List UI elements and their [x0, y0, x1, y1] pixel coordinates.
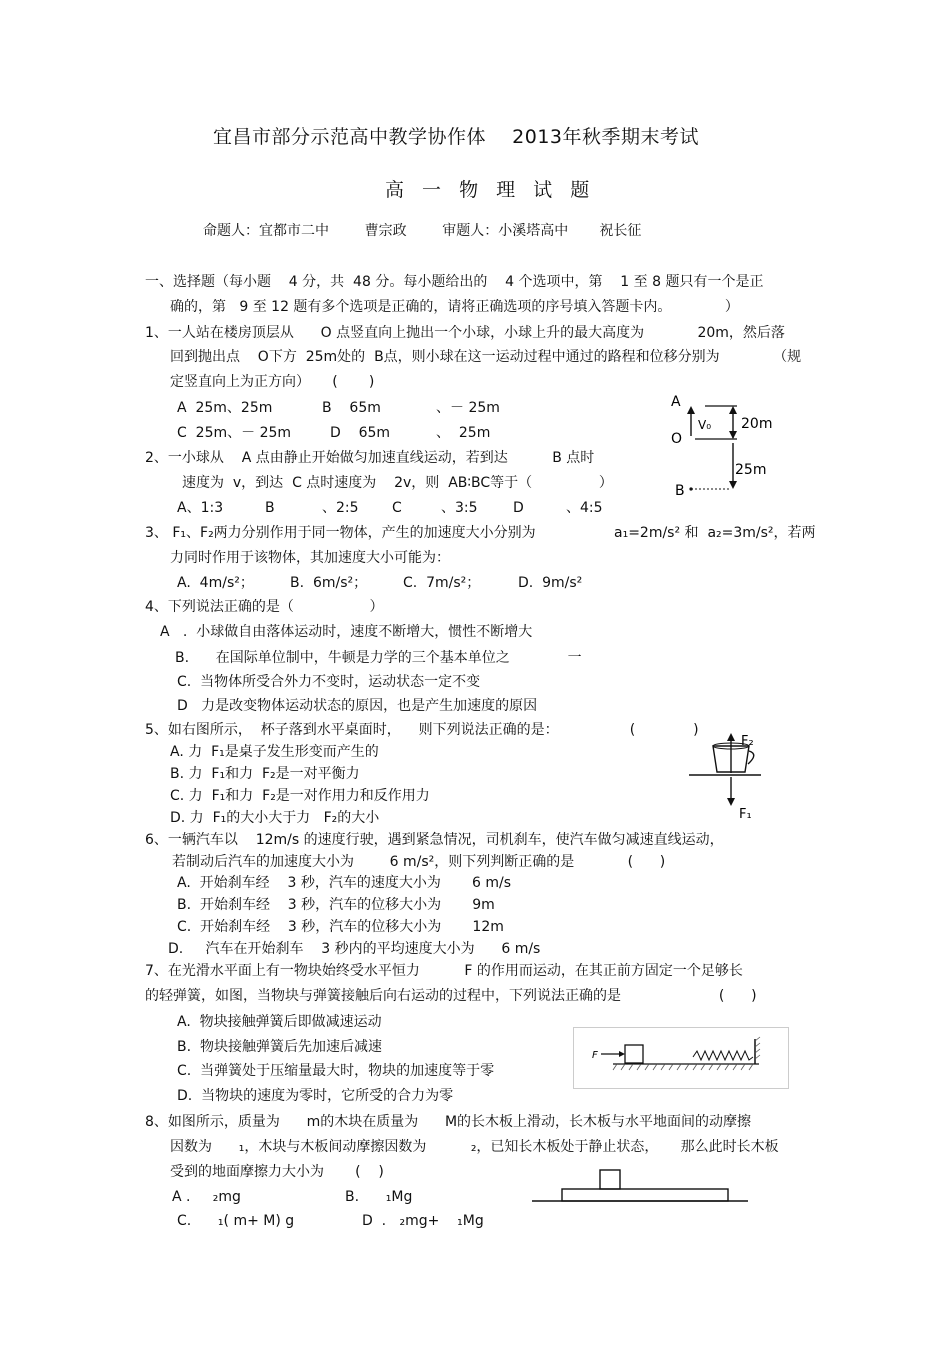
- q4-option-c: C. 当物体所受合外力不变时，运动状态一定不变: [177, 674, 481, 690]
- q1-line2: 回到抛出点 O下方 25m处的 B点，则小球在这一运动过程中通过的路程和位移分别为 （规: [170, 349, 802, 365]
- q3-line1: 3、 F₁、F₂两力分别作用于同一物体，产生的加速度大小分别为: [145, 525, 536, 541]
- q6-line2: 若制动后汽车的加速度大小为 6 m/s²，则下列判断正确的是 ( ): [172, 854, 666, 870]
- section-instructions-line2: 确的，第 9 至 12 题有多个选项是正确的，请将正确选项的序号填入答题卡内。 ）: [170, 299, 739, 315]
- q3-line1-values: a₁=2m/s² 和 a₂=3m/s²，若两: [614, 525, 816, 541]
- fig1-label-v0: V₀: [698, 418, 712, 432]
- q2-option-c: C: [392, 500, 402, 516]
- block: [625, 1045, 643, 1063]
- q8-option-c: C. ₁( m+ M) g: [177, 1213, 295, 1229]
- small-block: [600, 1170, 620, 1189]
- q4-option-d: D 力是改变物体运动状态的原因，也是产生加速度的原因: [177, 698, 538, 714]
- q1-line1: 1、一人站在楼房顶层从 O 点竖直向上抛出一个小球，小球上升的最大高度为 20m，然后落: [145, 325, 785, 341]
- q6-option-b: B. 开始刹车经 3 秒，汽车的位移大小为 9m: [177, 897, 495, 913]
- q5-option-a: A. 力 F₁是桌子发生形变而产生的: [170, 744, 379, 760]
- q3-option-d: D. 9m/s²: [518, 575, 583, 591]
- long-board: [562, 1189, 728, 1201]
- q6-option-d: D. 汽车在开始刹车 3 秒内的平均速度大小为 6 m/s: [168, 941, 541, 957]
- q7-line1: 7、在光滑水平面上有一物块始终受水平恒力 F 的作用而运动，在其正前方固定一个足够长: [145, 963, 743, 979]
- q8-option-a: A . ₂mg: [172, 1189, 241, 1205]
- q7-option-b: B. 物块接触弹簧后先加速后减速: [177, 1039, 382, 1055]
- q8-line2: 因数为 ₁，木块与木板间动摩擦因数为 ₂，已知长木板处于静止状态， 那么此时长木板: [170, 1139, 779, 1155]
- q7-option-a: A. 物块接触弹簧后即做减速运动: [177, 1014, 382, 1030]
- fig1-label-20m: 20m: [741, 416, 773, 432]
- q2-line2: 速度为 v，到达 C 点时速度为 2v，则 AB∶BC等于（ ）: [182, 475, 613, 491]
- q3-option-b: B. 6m/s²；: [290, 575, 368, 591]
- q2-option-d-value: 、4:5: [566, 500, 603, 516]
- q2-option-c-value: 、3:5: [441, 500, 478, 516]
- q1-option-b-value: 、－ 25m: [436, 400, 500, 416]
- q4-option-a: A . 小球做自由落体运动时，速度不断增大，惯性不断增大: [160, 624, 533, 640]
- q1-option-b: B 65m: [322, 400, 381, 416]
- q3-line2: 力同时作用于该物体，其加速度大小可能为：: [170, 550, 450, 566]
- section-instructions-line1: 一、选择题（每小题 4 分，共 48 分。每小题给出的 4 个选项中，第 1 至 8 题只有一个是正: [145, 274, 764, 290]
- fig1-label-o: O: [671, 431, 683, 447]
- q8-option-d: D . ₂mg+ ₁Mg: [362, 1213, 484, 1229]
- q7-option-c: C. 当弹簧处于压缩量最大时，物块的加速度等于零: [177, 1063, 495, 1079]
- fig1-label-25m: 25m: [735, 462, 767, 478]
- q7-line2: 的轻弹簧，如图，当物块与弹簧接触后向右运动的过程中，下列说法正确的是 ( ): [145, 988, 757, 1004]
- q6-line1: 6、一辆汽车以 12m/s 的速度行驶，遇到紧急情况，司机刹车，使汽车做匀减速直线运动，: [145, 832, 724, 848]
- q8-line1: 8、如图所示，质量为 m的木块在质量为 M的长木板上滑动，长木板与水平地面间的动摩擦: [145, 1114, 752, 1130]
- q3-option-c: C. 7m/s²；: [403, 575, 481, 591]
- q8-line3: 受到的地面摩擦力大小为 ( ): [170, 1164, 384, 1180]
- q5-cup-diagram: [685, 728, 765, 824]
- q5-option-c: C. 力 F₁和力 F₂是一对作用力和反作用力: [170, 788, 430, 804]
- exam-subtitle: 高 一 物 理 试 题: [385, 179, 596, 201]
- q1-line3: 定竖直向上为正方向） ( ): [170, 374, 375, 390]
- fig1-label-b: B: [675, 483, 685, 499]
- fig5-label-f1: F₁: [739, 807, 752, 822]
- q1-option-d-value: 、 25m: [436, 425, 491, 441]
- q2-option-a: A、1:3: [177, 500, 224, 516]
- authors-line: 命题人：宜都市二中 曹宗政 审题人：小溪塔高中 祝长征: [203, 223, 642, 239]
- exam-title: 宜昌市部分示范高中教学协作体 2013年秋季期末考试: [213, 126, 700, 148]
- q6-option-c: C. 开始刹车经 3 秒，汽车的位移大小为 12m: [177, 919, 504, 935]
- q4-option-b: B. 在国际单位制中，牛顿是力学的三个基本单位之 一: [175, 650, 582, 666]
- q7-option-d: D. 当物块的速度为零时，它所受的合力为零: [177, 1088, 454, 1104]
- fig1-label-a: A: [671, 394, 681, 410]
- spring-icon: [693, 1051, 753, 1060]
- q7-spring-diagram: [573, 1027, 789, 1089]
- q2-option-b-value: 、2:5: [322, 500, 359, 516]
- q8-board-diagram: [530, 1166, 750, 1210]
- fig5-label-f2: F₂: [741, 734, 754, 749]
- q2-option-b: B: [265, 500, 275, 516]
- q3-option-a: A. 4m/s²；: [177, 575, 254, 591]
- q1-option-a: A 25m、25m: [177, 400, 273, 416]
- fig7-label-f: F: [592, 1050, 598, 1061]
- q2-line1: 2、一小球从 A 点由静止开始做匀加速直线运动，若到达 B 点时: [145, 450, 595, 466]
- q6-option-a: A. 开始刹车经 3 秒，汽车的速度大小为 6 m/s: [177, 875, 511, 891]
- q1-option-c: C 25m、－ 25m: [177, 425, 292, 441]
- q8-option-b: B. ₁Mg: [345, 1189, 413, 1205]
- q1-diagram: [665, 388, 775, 503]
- q1-option-d: D 65m: [330, 425, 391, 441]
- q5-option-b: B. 力 F₁和力 F₂是一对平衡力: [170, 766, 360, 782]
- q5-line1: 5、如右图所示， 杯子落到水平桌面时， 则下列说法正确的是： ( ): [145, 722, 699, 738]
- q2-option-d: D: [513, 500, 524, 516]
- q5-option-d: D. 力 F₁的大小大于力 F₂的大小: [170, 810, 380, 826]
- q4-line1: 4、下列说法正确的是（ ）: [145, 599, 384, 615]
